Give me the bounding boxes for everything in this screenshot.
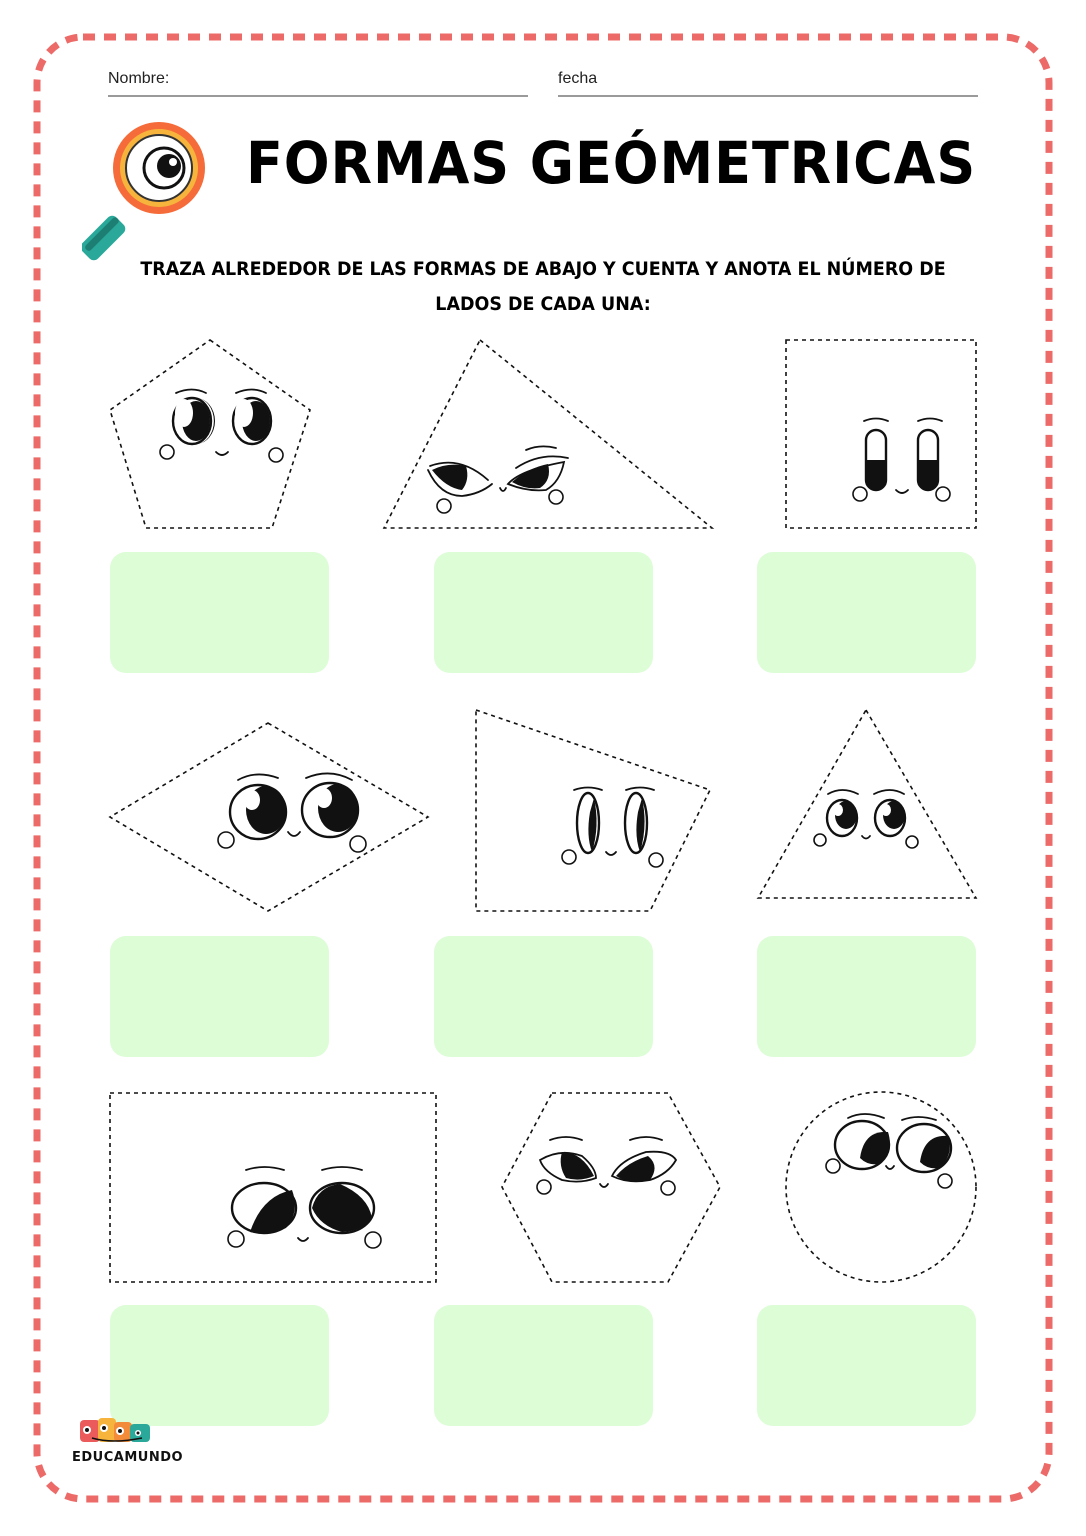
answer-box-pentagon[interactable] [110, 552, 329, 673]
circle-shape[interactable] [786, 1092, 976, 1282]
answer-box-triangle[interactable] [757, 936, 976, 1057]
rectangle-shape[interactable] [110, 1093, 436, 1282]
answer-box-scalene-triangle[interactable] [434, 552, 653, 673]
page-title: FORMAS GEÓMETRICAS [246, 129, 977, 197]
educamundo-logo-icon [72, 1414, 184, 1474]
answer-box-square[interactable] [757, 552, 976, 673]
answer-box-rhombus[interactable] [110, 936, 329, 1057]
answer-box-quadrilateral[interactable] [434, 936, 653, 1057]
quadrilateral-shape[interactable] [476, 710, 710, 911]
date-label: fecha [558, 70, 598, 87]
answer-box-circle[interactable] [757, 1305, 976, 1426]
square-shape[interactable] [786, 340, 976, 528]
pentagon-shape[interactable] [110, 340, 310, 528]
brand-name: EDUCAMUNDO [72, 1450, 184, 1465]
scalene-triangle-shape[interactable] [384, 340, 712, 528]
instructions-text: TRAZA ALREDEDOR DE LAS FORMAS DE ABAJO Y CUENTA Y ANOTA EL NÚMERO DE LADOS DE CADA UNA: [140, 258, 946, 315]
answer-box-hexagon[interactable] [434, 1305, 653, 1426]
triangle-shape[interactable] [758, 710, 976, 898]
hexagon-shape[interactable] [502, 1093, 720, 1282]
rhombus-shape[interactable] [110, 723, 428, 911]
answer-box-rectangle[interactable] [110, 1305, 329, 1426]
name-label: Nombre: [108, 70, 170, 87]
